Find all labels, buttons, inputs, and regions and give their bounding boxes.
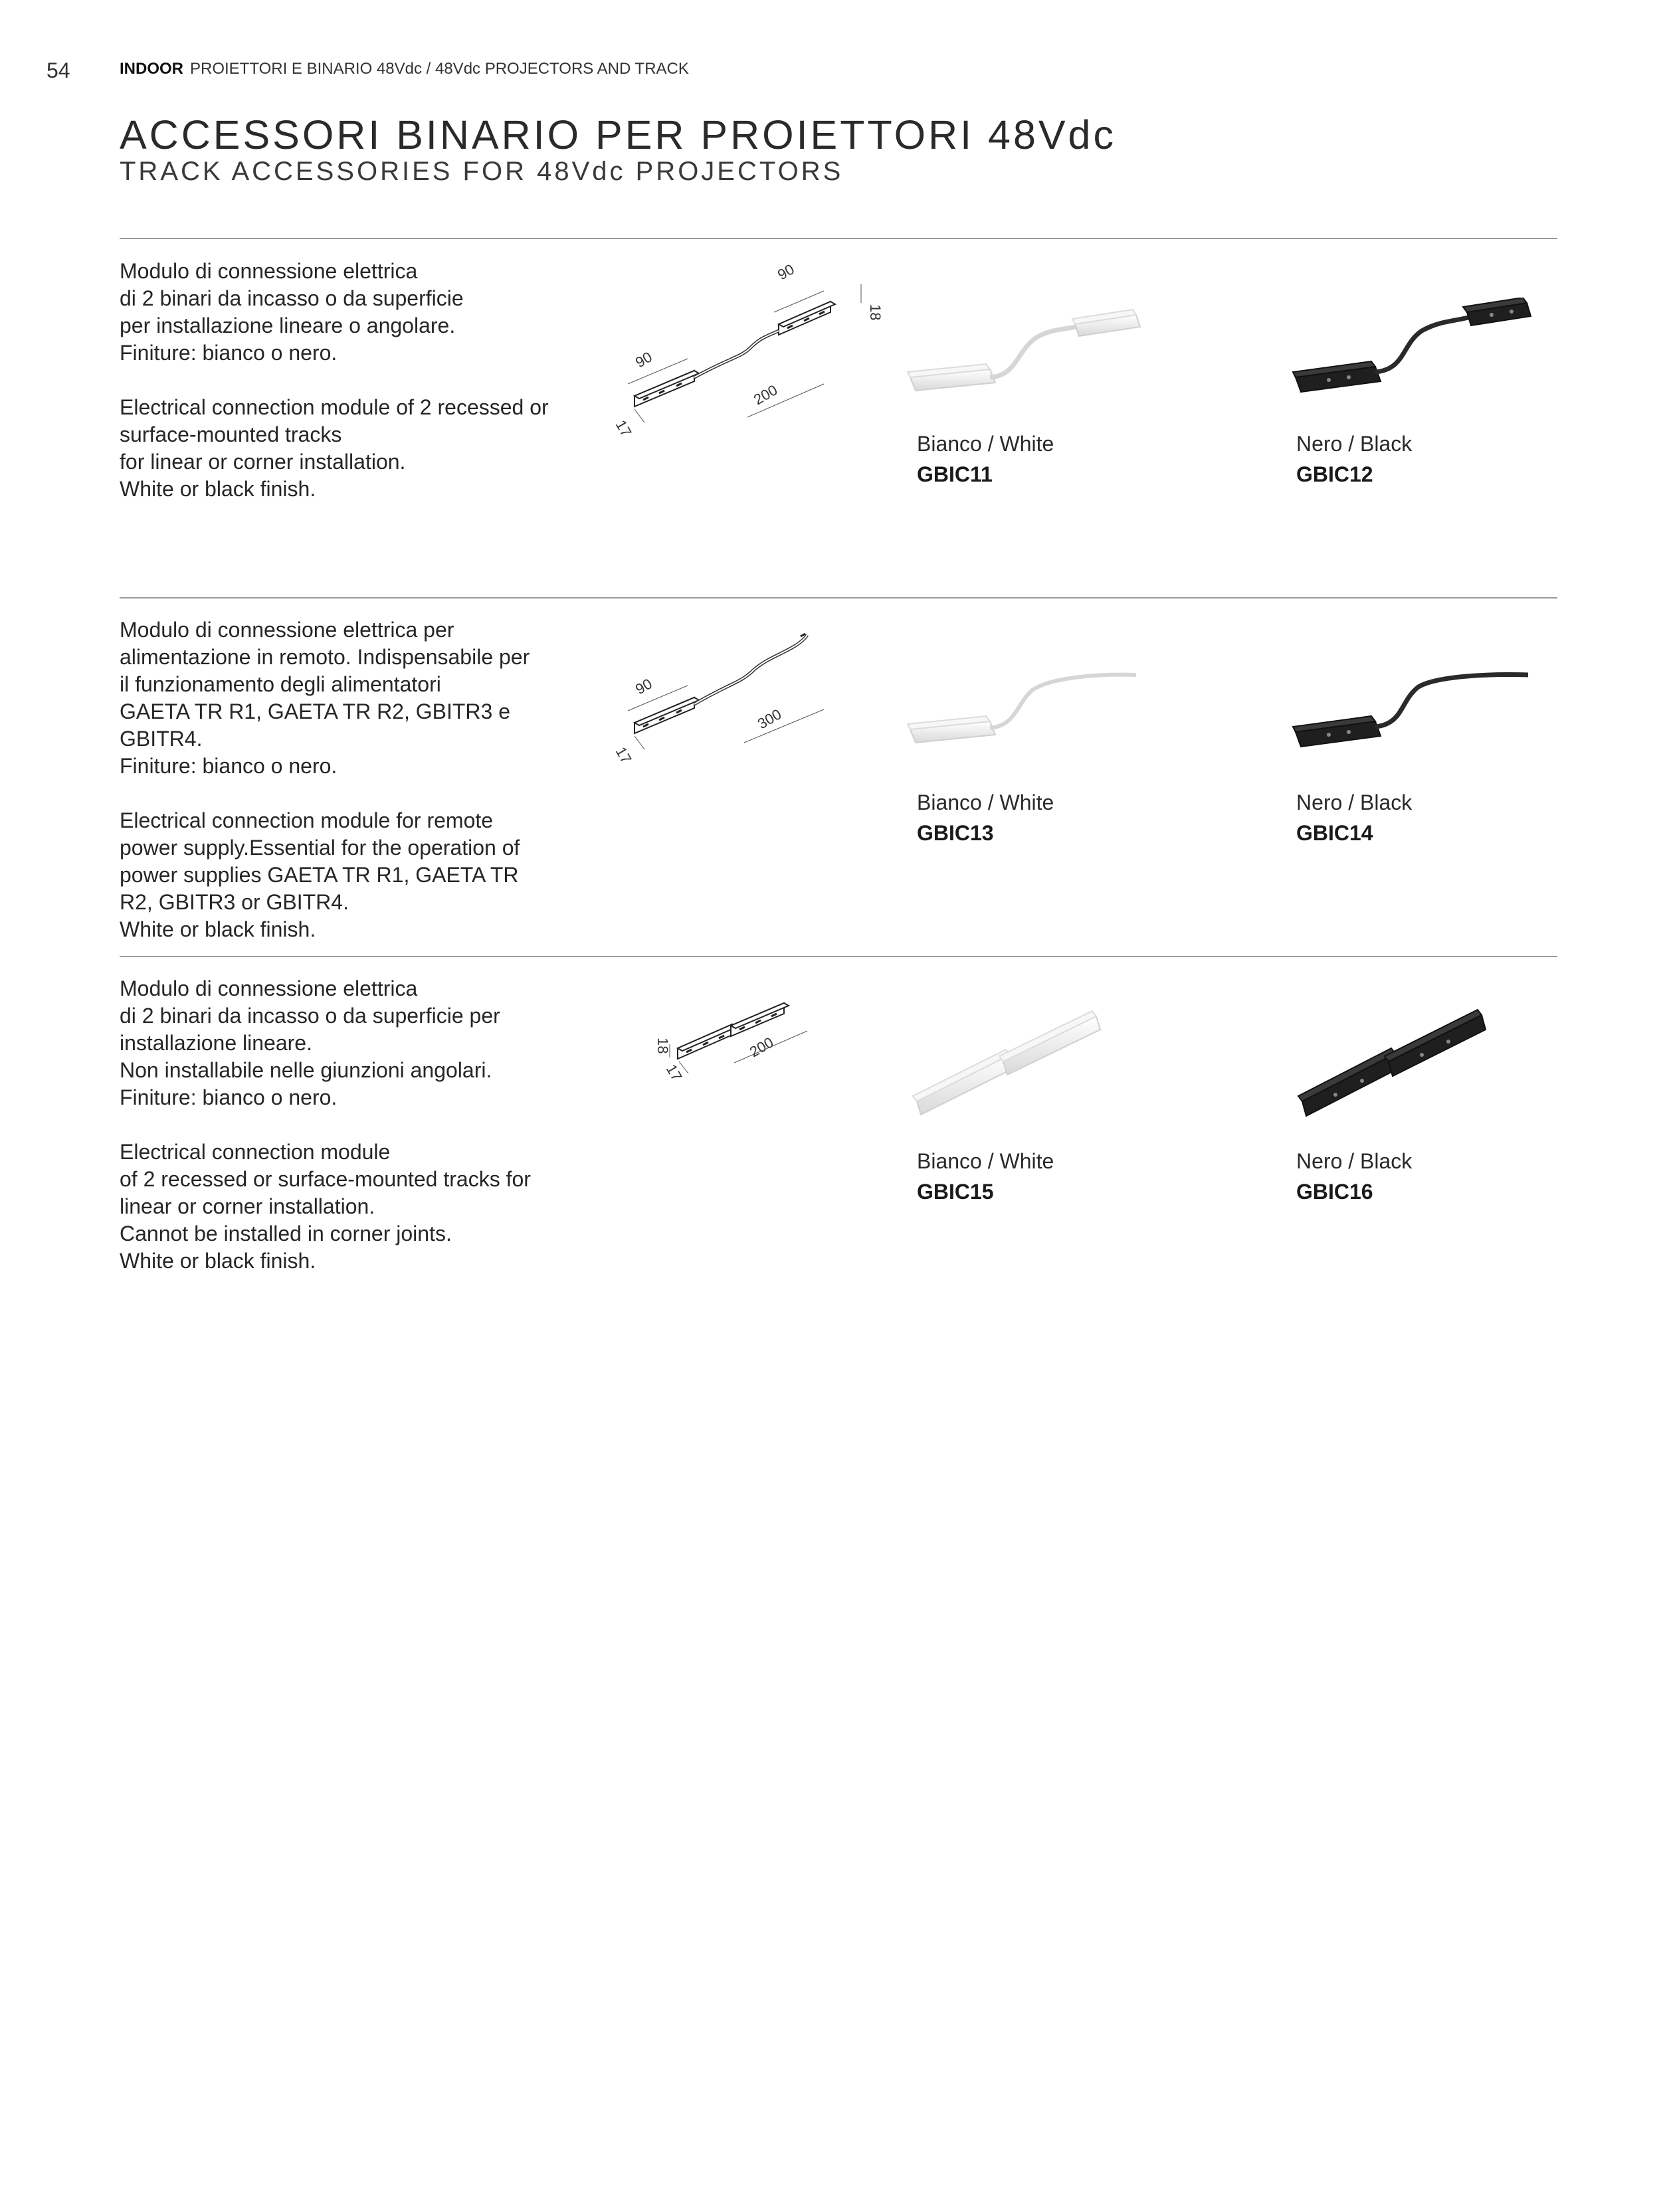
finish-label: Nero / Black xyxy=(1296,432,1413,456)
product-photo-white xyxy=(904,1002,1116,1135)
product-photo-black xyxy=(1289,298,1541,417)
product-photo-black xyxy=(1289,656,1541,776)
technical-drawing xyxy=(598,258,890,450)
description xyxy=(120,975,598,1275)
product-code: GBIC14 xyxy=(1296,821,1373,845)
product-code: GBIC15 xyxy=(917,1180,994,1204)
page-title: ACCESSORI BINARIO PER PROIETTORI 48Vdc xyxy=(120,112,1116,157)
product-section-2 xyxy=(0,616,1659,949)
dimension-label: 90 xyxy=(775,260,797,284)
dimension-label: 200 xyxy=(751,381,781,409)
section-label: INDOOR xyxy=(120,60,183,78)
product-code: GBIC13 xyxy=(917,821,994,845)
module-right xyxy=(731,1003,789,1036)
description xyxy=(120,616,598,943)
description-english: Electrical connection module for remote power supply.Essential for the operation of power supplies GAETA TR R1, GAETA TR R2, GBITR3 or GBITR4. White or black finish. xyxy=(120,808,520,941)
product-section-3 xyxy=(0,975,1659,1281)
description-italian: Modulo di connessione elettrica di 2 binari da incasso o da superficie per installazione lineare. Non installabile nelle giunzioni angolari. Finiture: bianco o nero. xyxy=(120,976,500,1109)
product-photo-black xyxy=(1289,1002,1502,1135)
finish-label: Nero / Black xyxy=(1296,790,1413,814)
page-number: 54 xyxy=(47,58,70,82)
product-code: GBIC12 xyxy=(1296,462,1373,486)
section-divider xyxy=(120,956,1557,957)
finish-label: Nero / Black xyxy=(1296,1149,1413,1173)
dimension-label: 17 xyxy=(662,1061,686,1084)
description-italian: Modulo di connessione elettrica di 2 binari da incasso o da superficie per installazione lineare o angolare. Finiture: bianco o nero. xyxy=(120,259,464,365)
dimension-label: 18 xyxy=(867,304,884,321)
section-divider xyxy=(120,238,1557,239)
description-english: Electrical connection module of 2 recessed or surface-mounted tracks for linear or corner installation. White or black finish. xyxy=(120,395,549,501)
dimension-label: 17 xyxy=(612,744,635,767)
dimension-label: 90 xyxy=(633,348,655,371)
dimension-label: 300 xyxy=(755,705,785,733)
dimension-label: 90 xyxy=(633,675,655,698)
description-italian: Modulo di connessione elettrica per alimentazione in remoto. Indispensabile per il funzionamento degli alimentatori GAETA TR R1, GAETA TR R2, GBITR3 e GBITR4. Finiture: bianco o nero. xyxy=(120,618,530,778)
finish-label: Bianco / White xyxy=(917,790,1054,814)
product-photo-white xyxy=(904,298,1156,417)
description-english: Electrical connection module of 2 recessed or surface-mounted tracks for linear or corner installation. Cannot be installed in corner joints. White or black finish. xyxy=(120,1140,531,1273)
section-divider xyxy=(120,597,1557,599)
running-header xyxy=(120,60,689,78)
product-photo-white xyxy=(904,656,1156,776)
module-left xyxy=(678,1024,737,1059)
product-code: GBIC11 xyxy=(917,462,993,486)
finish-label: Bianco / White xyxy=(917,1149,1054,1173)
dimension-label: 18 xyxy=(654,1038,671,1054)
page-subtitle: TRACK ACCESSORIES FOR 48Vdc PROJECTORS xyxy=(120,157,844,186)
dimension-label: 17 xyxy=(612,417,635,440)
product-section-1 xyxy=(0,258,1659,570)
module-left xyxy=(634,371,699,407)
technical-drawing xyxy=(618,975,830,1095)
breadcrumb: PROIETTORI E BINARIO 48Vdc / 48Vdc PROJECTORS AND TRACK xyxy=(190,60,689,78)
description xyxy=(120,258,598,503)
technical-drawing xyxy=(598,616,890,776)
dimension-label: 200 xyxy=(747,1034,777,1061)
product-code: GBIC16 xyxy=(1296,1180,1373,1204)
finish-label: Bianco / White xyxy=(917,432,1054,456)
module xyxy=(634,697,699,733)
